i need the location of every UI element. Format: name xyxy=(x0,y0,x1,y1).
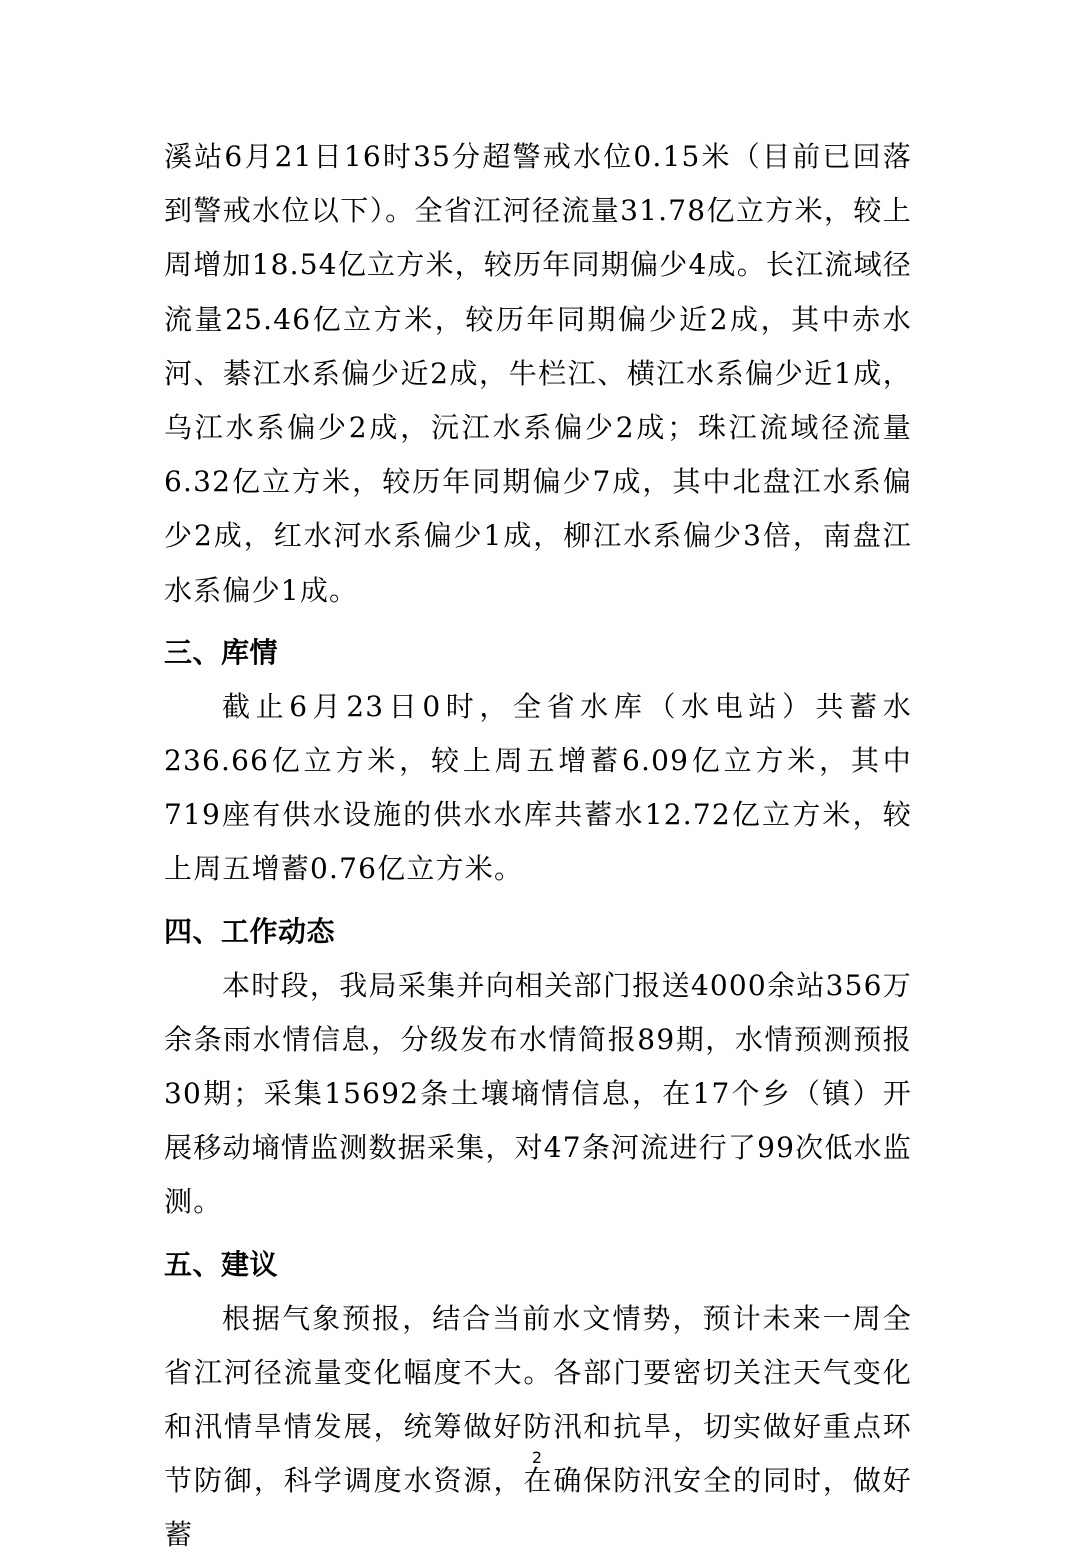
section-heading-reservoir: 三、库情 xyxy=(164,635,279,669)
section-paragraph-suggestions: 根据气象预报，结合当前水文情势，预计未来一周全省江河径流量变化幅度不大。各部门要密切关注天气变化和汛情旱情发展，统筹做好防汛和抗旱，切实做好重点环节防御，科学调度水资源，在确保防汛安全的同时，做好蓄 xyxy=(164,1301,912,1552)
section-paragraph-reservoir: 截止6月23日0时，全省水库（水电站）共蓄水236.66亿立方米，较上周五增蓄6.09亿立方米，其中719座有供水设施的供水水库共蓄水12.72亿立方米，较上周五增蓄0.76亿立方米。 xyxy=(164,689,912,886)
section-heading-work-status: 四、工作动态 xyxy=(164,914,336,948)
continuation-paragraph: 溪站6月21日16时35分超警戒水位0.15米（目前已回落到警戒水位以下）。全省江河径流量31.78亿立方米，较上周增加18.54亿立方米，较历年同期偏少4成。长江流域径流量25.46亿立方米，较历年同期偏少近2成，其中赤水河、綦江水系偏少近2成，牛栏江、横江水系偏少近1成，乌江水系偏少2成，沅江水系偏少2成；珠江流域径流量6.32亿立方米，较历年同期偏少7成，其中北盘江水系偏少2成，红水河水系偏少1成，柳江水系偏少3倍，南盘江水系偏少1成。 xyxy=(164,140,912,607)
section-heading-suggestions: 五、建议 xyxy=(164,1247,279,1281)
page-number: 2 xyxy=(531,1448,543,1467)
section-paragraph-work-status: 本时段，我局采集并向相关部门报送4000余站356万余条雨水情信息，分级发布水情简报89期，水情预测预报30期；采集15692条土壤墒情信息，在17个乡（镇）开展移动墒情监测数据采集，对47条河流进行了99次低水监测。 xyxy=(164,968,912,1219)
document-body xyxy=(164,130,912,1563)
